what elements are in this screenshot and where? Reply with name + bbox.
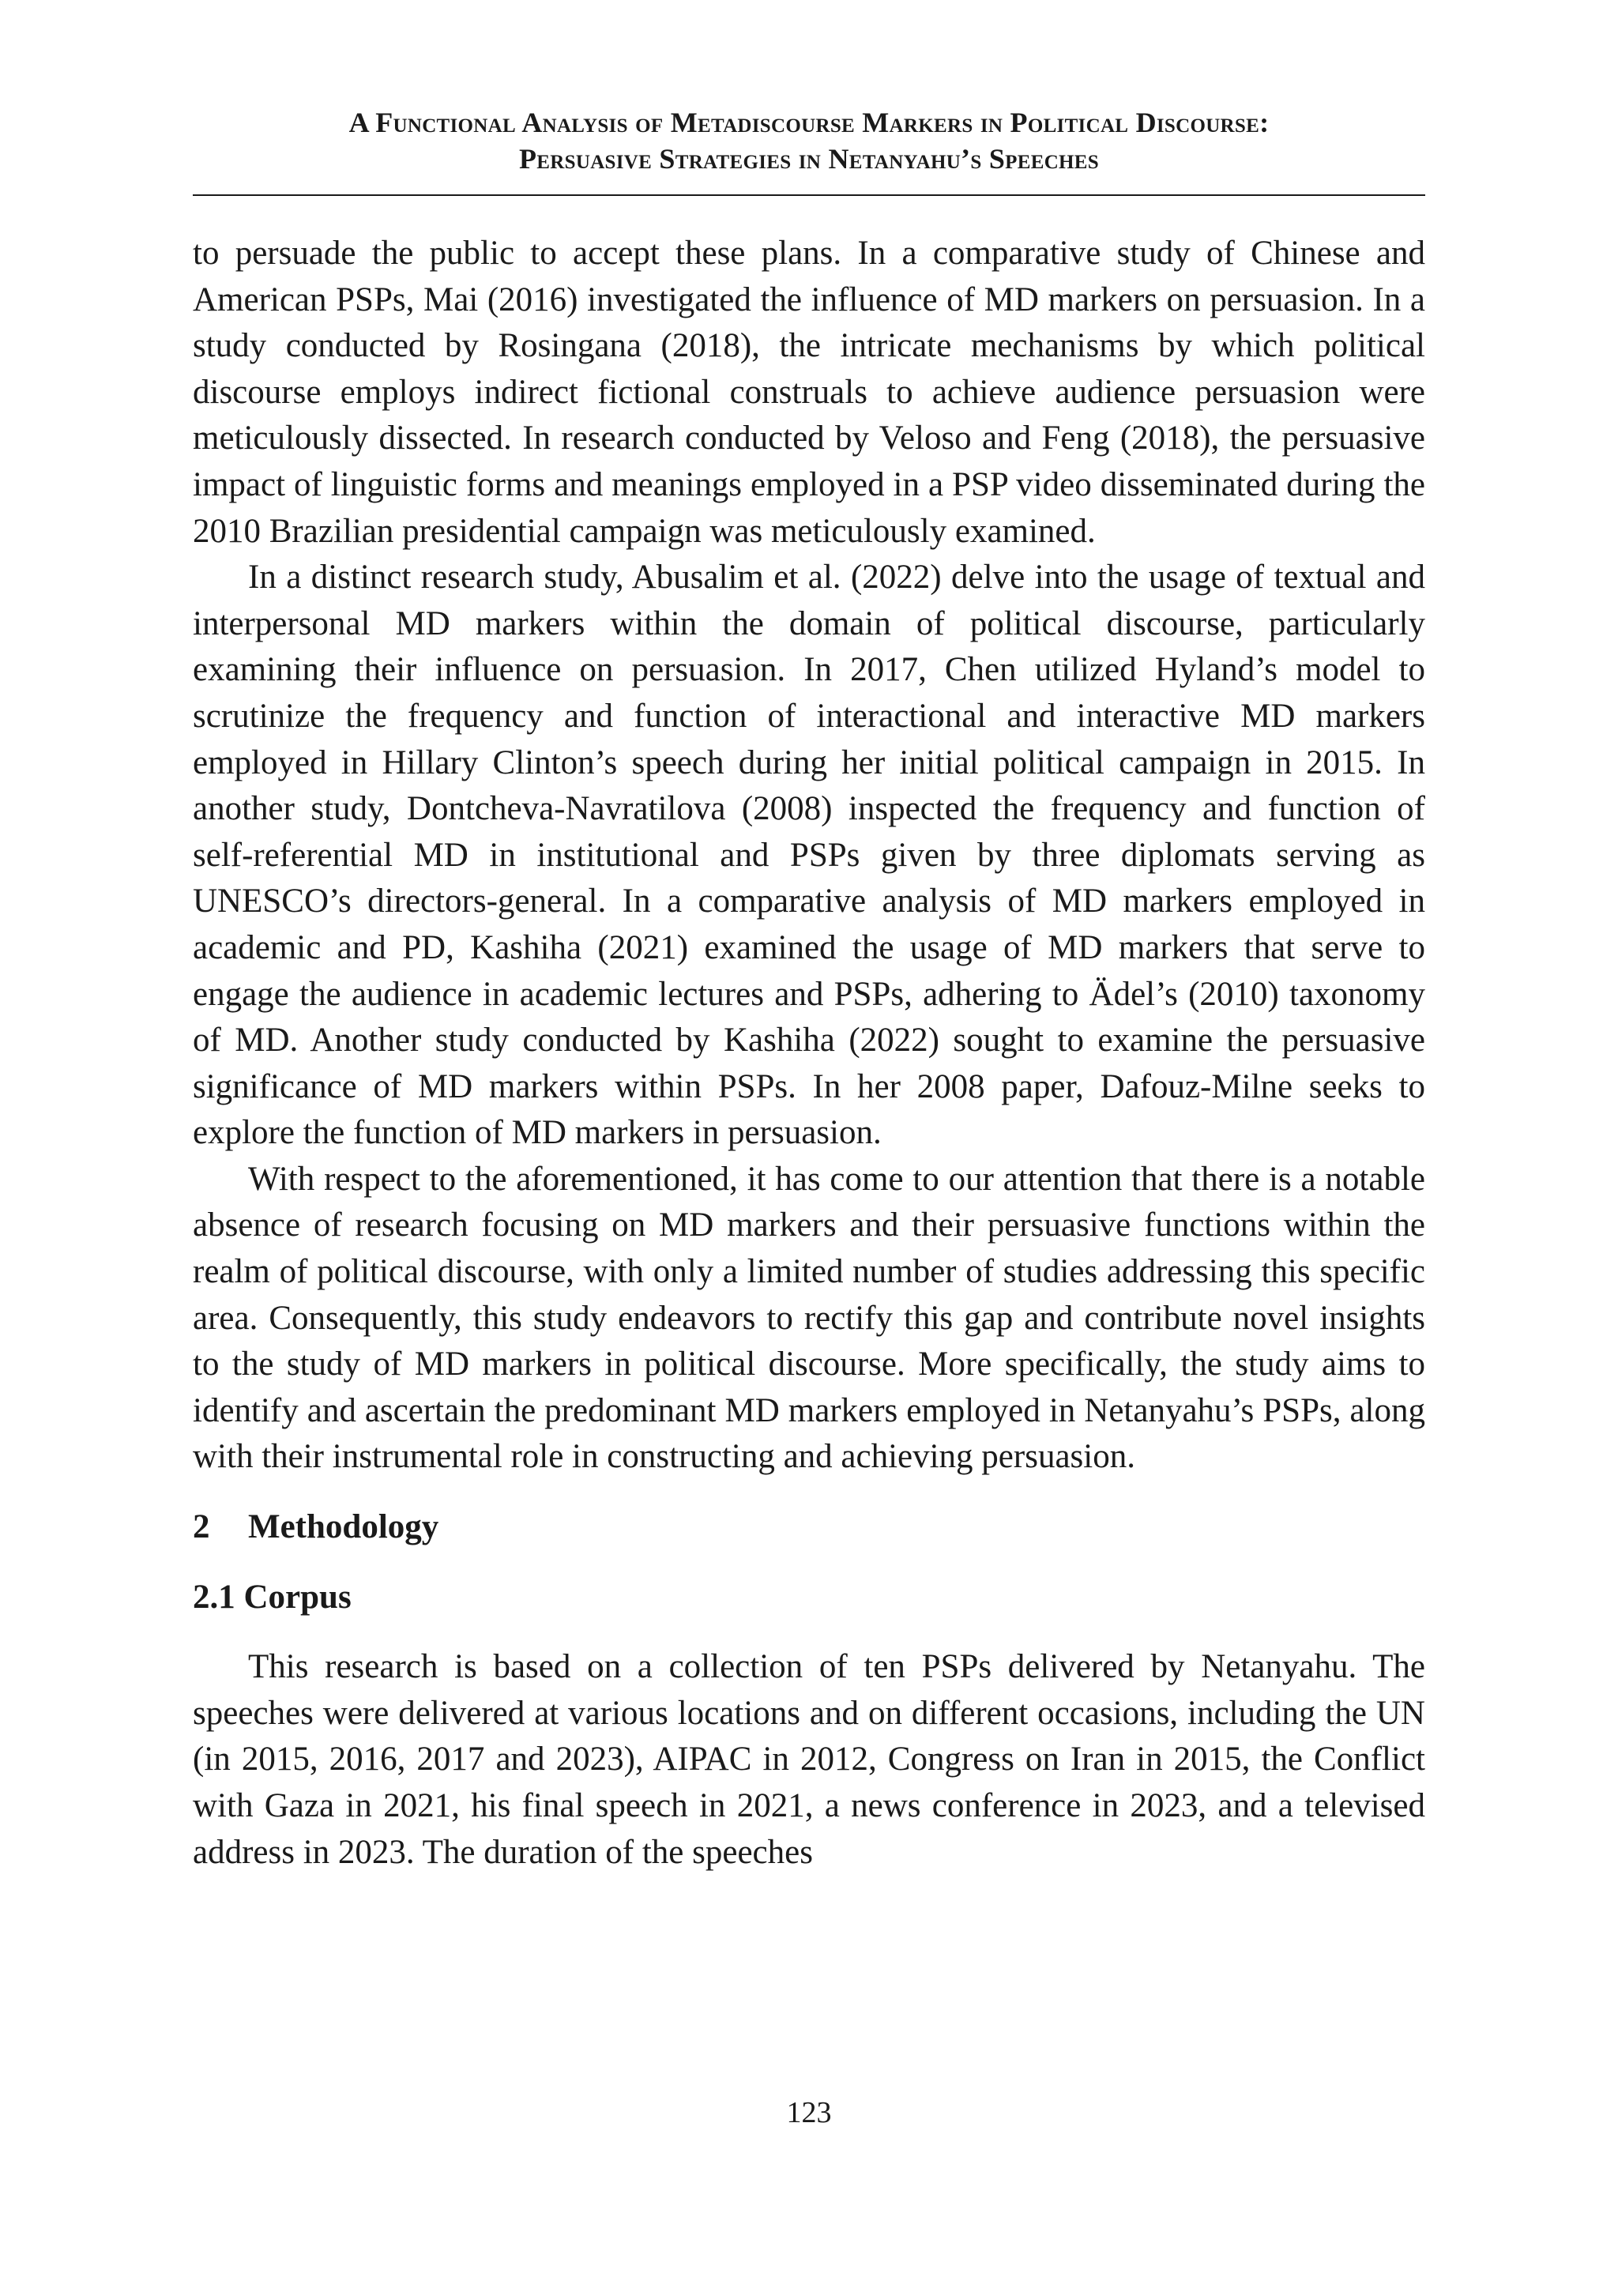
- subsection-number: 2.1: [193, 1578, 235, 1616]
- running-header: [193, 104, 1425, 177]
- section-title: Methodology: [248, 1508, 439, 1546]
- running-header-line-1: A Functional Analysis of Metadiscourse Markers in Political Discourse:: [348, 107, 1270, 138]
- subsection-heading-corpus: [193, 1575, 1425, 1621]
- running-header-line-2: Persuasive Strategies in Netanyahu’s Speeches: [519, 143, 1099, 175]
- header-rule: [193, 194, 1425, 196]
- section-heading-methodology: [193, 1504, 1425, 1551]
- paragraph-research-gap: With respect to the aforementioned, it has come to our attention that there is a notable absence of research focusing on MD markers and their persuasive functions within the realm of political discourse, with only a limited number of studies addressing this specific area. Consequently, this study endeavors to rectify this gap and contribute novel insights to the study of MD markers in political discourse. More specifically, the study aims to identify and ascertain the predominant MD markers employed in Netanyahu’s PSPs, along with their instrumental role in constructing and achieving persuasion.: [193, 1160, 1425, 1476]
- body-text: [193, 231, 1425, 1876]
- section-number: 2: [193, 1508, 210, 1546]
- paragraph-continued: to persuade the public to accept these plans. In a comparative study of Chinese and American PSPs, Mai (2016) investigated the influence of MD markers on persuasion. In a study conducted by Rosingana (2018), the intricate mechanisms by which political discourse employs indirect fictional construals to achieve audience persuasion were meticulously dissected. In research conducted by Veloso and Feng (2018), the persuasive impact of linguistic forms and meanings employed in a PSP video disseminated during the 2010 Brazilian presidential campaign was meticulously examined.: [193, 235, 1425, 550]
- paragraph-previous-studies: In a distinct research study, Abusalim et al. (2022) delve into the usage of textual and interpersonal MD markers within the domain of political discourse, particularly examining their influence on persuasion. In 2017, Chen utilized Hyland’s model to scrutinize the frequency and function of interactional and interactive MD markers employed in Hillary Clinton’s speech during her initial political campaign in 2015. In another study, Dontcheva-Navratilova (2008) inspected the frequency and function of self-referential MD in institutional and PSPs given by three diplomats serving as UNESCO’s directors-general. In a comparative analysis of MD markers employed in academic and PD, Kashiha (2021) examined the usage of MD markers that serve to engage the audience in academic lectures and PSPs, adhering to Ädel’s (2010) taxonomy of MD. Another study conducted by Kashiha (2022) sought to examine the persuasive significance of MD markers within PSPs. In her 2008 paper, Dafouz-Milne seeks to explore the function of MD markers in persuasion.: [193, 559, 1425, 1152]
- subsection-title: Corpus: [243, 1578, 352, 1616]
- paragraph-corpus: This research is based on a collection of ten PSPs delivered by Netanyahu. The speeches were delivered at various locations and on different occasions, including the UN (in 2015, 2016, 2017 and 2023), AIPAC in 2012, Congress on Iran in 2015, the Conflict with Gaza in 2021, his final speech in 2021, a news conference in 2023, and a televised address in 2023. The duration of the speeches: [193, 1648, 1425, 1871]
- page-number: 123: [786, 2096, 832, 2129]
